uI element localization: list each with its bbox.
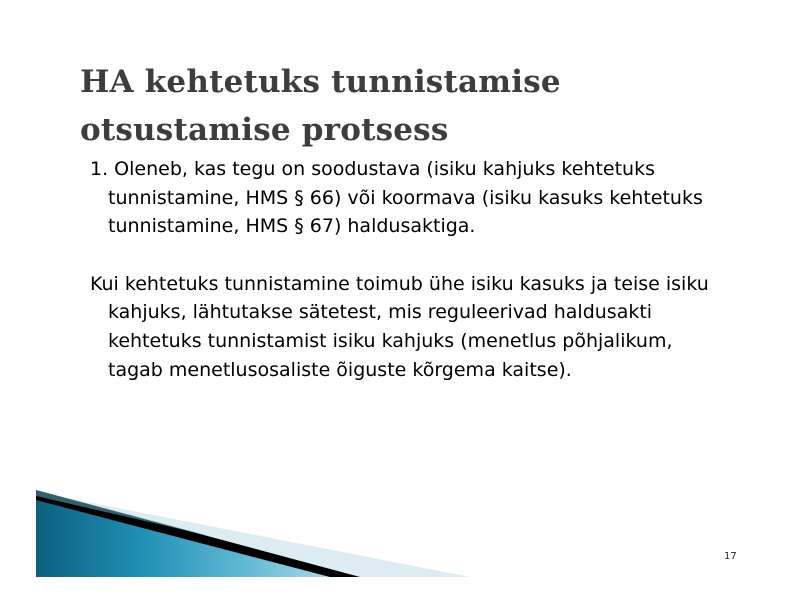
- page-number: 17: [724, 551, 737, 562]
- slide-title-line-2: otsustamise protsess: [80, 112, 449, 148]
- paragraph-1-text-b: (isiku kahjuks kehtetuks tunnistamine, HMS § 66): [108, 158, 655, 209]
- paragraph-1-emphasis-b: või koormava: [347, 186, 476, 209]
- paragraph-1-text-c: (isiku kasuks kehtetuks tunnistamine, HMS § 67) haldusaktiga.: [108, 186, 703, 238]
- slide-title-line-1: HA kehtetuks tunnistamise: [80, 64, 561, 100]
- paragraph-1-emphasis-a: soodustava: [311, 158, 421, 180]
- paragraph-2: Kui kehtetuks tunnistamine toimub ühe isiku kasuks ja teise isiku kahjuks, lähtutakse sätetest, mis reguleerivad haldusakti kehtetuks tunnistamist isiku kahjuks (menetlus põhjalikum, tagab menetlusosaliste õiguste kõrgema kaitse).: [90, 272, 709, 381]
- paragraph-1-text-a: Oleneb, kas tegu on: [108, 158, 312, 180]
- slide-body: [90, 155, 730, 384]
- paragraph-1: [90, 155, 730, 241]
- slide-title: [80, 58, 720, 154]
- paragraph-1-number: 1.: [90, 158, 109, 180]
